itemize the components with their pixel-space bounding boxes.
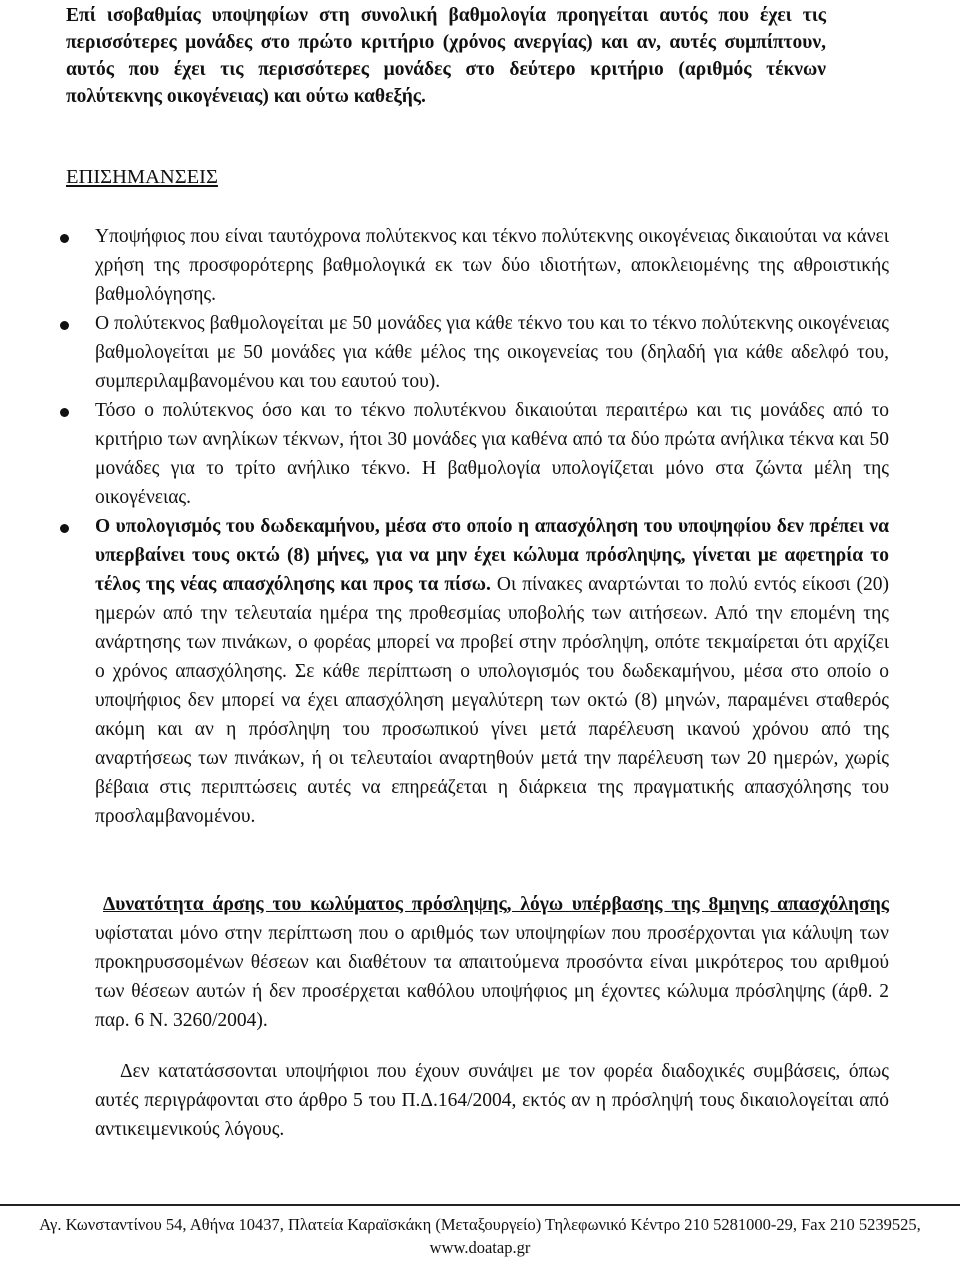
- bullet-item: [0, 309, 889, 396]
- bullet-item: [0, 222, 889, 309]
- bullet-bold-text: Ο υπολογισμός του δωδεκαμήνου, μέσα στο οποίο η απασχόληση του υποψηφίου δεν πρέπει να υπερβαίνει τους οκτώ (8) μήνες, για να μην έχει κώλυμα πρόσληψης, γίνεται με αφετηρία το τέλος της νέας απασχόλησης και προς τα πίσω.: [95, 516, 889, 595]
- footer-divider: [0, 1204, 960, 1206]
- intro-paragraph: Επί ισοβαθμίας υποψηφίων στη συνολική βαθμολογία προηγείται αυτός που έχει τις περισσότερες μονάδες στο πρώτο κριτήριο (χρόνος ανεργίας) και αν, αυτές συμπίπτουν, αυτός που έχει τις περισσότερες μονάδες στο δεύτερο κριτήριο (αριθμός τέκνων πολύτεκνης οικογένειας) και ούτω καθεξής.: [66, 5, 826, 107]
- footer-address: Αγ. Κωνσταντίνου 54, Αθήνα 10437, Πλατεία Καραϊσκάκη (Μεταξουργείο) Τηλεφωνικό Κέντρο 210 5281000-29, Fax 210 5239525, www.doatap.gr: [39, 1215, 921, 1257]
- bullet-dot-icon: [60, 408, 69, 417]
- paragraph-exemption: [95, 890, 889, 1035]
- bullet-text: Τόσο ο πολύτεκνος όσο και το τέκνο πολυτέκνου δικαιούται περαιτέρω και τις μονάδες από το κριτήριο των ανηλίκων τέκνων, ήτοι 30 μονάδες για καθένα από τα δύο πρώτα ανήλικα τέκνα και 50 μονάδες για το τρίτο ανήλικο τέκνο. Η βαθμολογία υπολογίζεται μόνο στα ζώντα μέλη της οικογένειας.: [95, 400, 889, 508]
- bullet-dot-icon: [60, 321, 69, 330]
- bullet-text: Ο πολύτεκνος βαθμολογείται με 50 μονάδες για κάθε τέκνο του και το τέκνο πολύτεκνης οικογένειας βαθμολογείται με 50 μονάδες για κάθε μέλος της οικογενείας του (δηλαδή για κάθε αδελφό του, συμπεριλαμβανομένου και του εαυτού του).: [95, 313, 889, 392]
- bullet-item: [0, 512, 889, 831]
- section-heading: ΕΠΙΣΗΜΑΝΣΕΙΣ: [66, 166, 218, 188]
- bullet-text: Οι πίνακες αναρτώνται το πολύ εντός είκοσι (20) ημερών από την τελευταία ημέρα της προθεσμίας υποβολής των αιτήσεων. Από την επομένη της ανάρτησης των πινάκων, ο φορέας μπορεί να προβεί στην πρόσληψη, οπότε τεκμαίρεται ότι αρχίζει ο χρόνος απασχόλησης. Σε κάθε περίπτωση ο υπολογισμός του δωδεκαμήνου, μέσα στο οποίο ο υποψήφιος δεν μπορεί να έχει απασχόληση μεγαλύτερη των οκτώ (8) μηνών, παραμένει σταθερός ακόμη και αν η πρόσληψη του προσωπικού γίνει μετά παρέλευση ικανού χρόνου από της αναρτήσεως των πινάκων, ή οι τελευταίοι αναρτηθούν μετά την παρέλευση των 20 ημερών, χωρίς βέβαια στις περιπτώσεις αυτές να επηρεάζεται η διάρκεια της πραγματικής απασχόλησης του προσλαμβανομένου.: [95, 574, 889, 827]
- bullet-text: Υποψήφιος που είναι ταυτόχρονα πολύτεκνος και τέκνο πολύτεκνης οικογένειας δικαιούται να κάνει χρήση της προσφορότερης βαθμολογικά εκ των δύο ιδιοτήτων, αποκλειομένης της αθροιστικής βαθμολόγησης.: [95, 226, 889, 305]
- paragraph-bold-lead: Δυνατότητα άρσης του κωλύματος πρόσληψης, λόγω υπέρβασης της 8μηνης απασχόλησης: [103, 894, 889, 915]
- paragraph-contracts: Δεν κατατάσσονται υποψήφιοι που έχουν συνάψει με τον φορέα διαδοχικές συμβάσεις, όπως αυτές περιγράφονται στο άρθρο 5 του Π.Δ.164/2004, εκτός αν η πρόσληψή τους δικαιολογείται από αντικειμενικούς λόγους.: [95, 1061, 889, 1140]
- paragraph-text: υφίσταται μόνο στην περίπτωση που ο αριθμός των υποψηφίων που προσέρχονται για κάλυψη των προκηρυσσομένων θέσεων και διαθέτουν τα απαιτούμενα προσόντα είναι μικρότερος του αριθμού των θέσεων αυτών ή δεν προσέρχεται καθόλου υποψήφιος μη έχοντες κώλυμα πρόσληψης (άρθ. 2 παρ. 6 Ν. 3260/2004).: [95, 923, 889, 1031]
- bullet-list: [0, 222, 960, 831]
- bullet-dot-icon: [60, 234, 69, 243]
- bullet-item: [0, 396, 889, 512]
- bullet-dot-icon: [60, 524, 69, 533]
